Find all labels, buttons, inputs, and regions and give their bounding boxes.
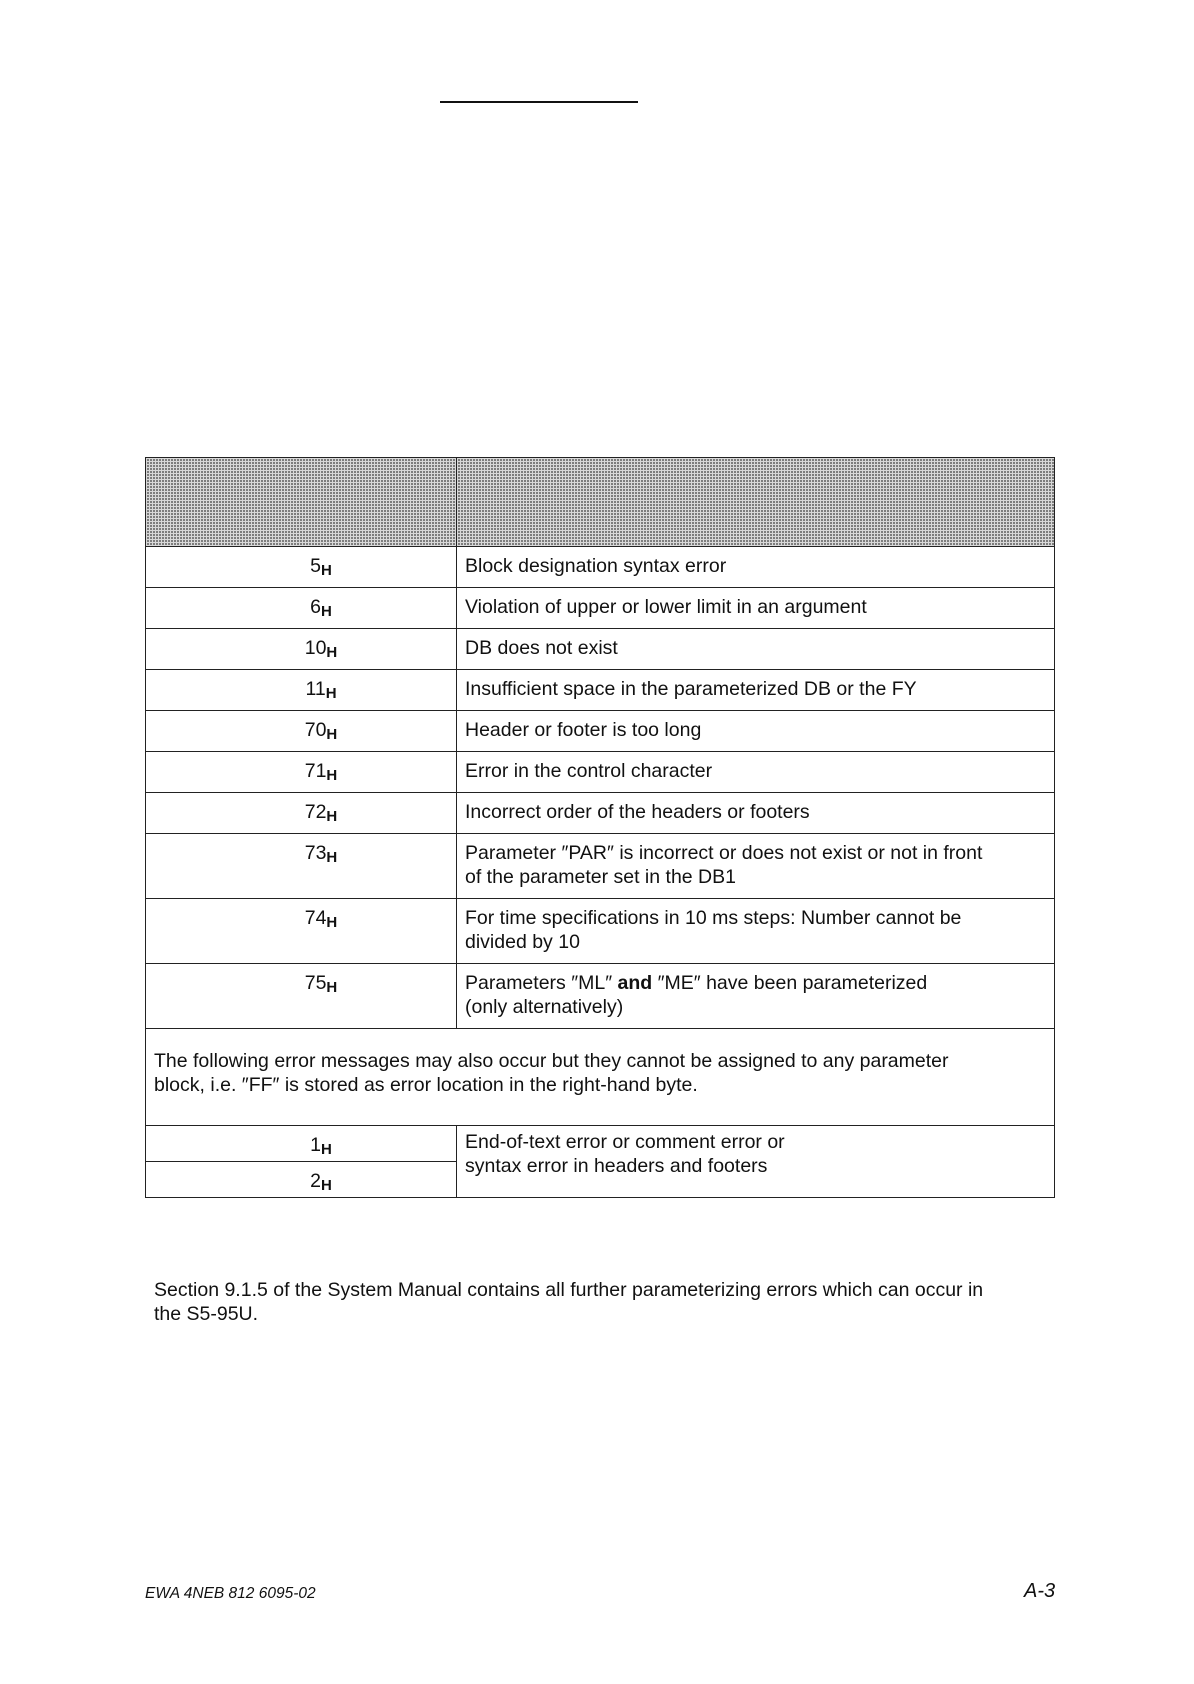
error-code: $72_H$ <box>146 793 457 834</box>
description-line: of the parameter set in the DB1 <box>465 866 736 888</box>
error-code: $10_H$ <box>146 629 457 670</box>
table-note-row <box>146 1029 1055 1126</box>
description-line: syntax error in headers and footers <box>465 1155 768 1177</box>
error-code: $70_H$ <box>146 711 457 752</box>
error-description: Parameters ″ML″ and ″ME″ have been parameterized (only alternatively) <box>457 964 1055 1029</box>
top-rule <box>440 101 638 103</box>
description-line: End-of-text error or comment error or <box>465 1131 785 1153</box>
error-code: $11_H$ <box>146 670 457 711</box>
table-row <box>146 793 1055 834</box>
error-description: Insufficient space in the parameterized DB or the FY <box>457 670 1055 711</box>
description-line: For time specifications in 10 ms steps: Number cannot be <box>465 907 962 929</box>
table-header-row <box>146 458 1055 547</box>
error-description: Header or footer is too long <box>457 711 1055 752</box>
error-code: $2_H$ <box>146 1162 457 1198</box>
error-code: $75_H$ <box>146 964 457 1029</box>
table-row <box>146 711 1055 752</box>
error-description <box>457 1126 1055 1198</box>
error-code: $5_H$ <box>146 547 457 588</box>
error-description: Incorrect order of the headers or footers <box>457 793 1055 834</box>
error-code-table <box>145 457 1055 1198</box>
error-code: $71_H$ <box>146 752 457 793</box>
description-line: Parameter ″PAR″ is incorrect or does not exist or not in front <box>465 842 983 864</box>
table-row <box>146 964 1055 1029</box>
table-note: The following error messages may also occur but they cannot be assigned to any parameter block, i.e. ″FF″ is stored as error location in the right-hand byte. <box>146 1029 1055 1126</box>
table-row <box>146 588 1055 629</box>
error-description <box>457 899 1055 964</box>
description-line: (only alternatively) <box>465 996 624 1018</box>
error-code: $1_H$ <box>146 1126 457 1162</box>
description-line: divided by 10 <box>465 931 580 953</box>
footer-doc-number: EWA 4NEB 812 6095-02 <box>145 1585 316 1602</box>
table-row <box>146 629 1055 670</box>
error-description: Violation of upper or lower limit in an argument <box>457 588 1055 629</box>
table-row <box>146 834 1055 899</box>
table-row <box>146 670 1055 711</box>
error-description: Block designation syntax error <box>457 547 1055 588</box>
error-code: $74_H$ <box>146 899 457 964</box>
table-row <box>146 1126 1055 1162</box>
closing-paragraph: Section 9.1.5 of the System Manual contains all further parameterizing errors which can occur in the S5-95U. <box>154 1279 984 1325</box>
table-row <box>146 899 1055 964</box>
error-code: $73_H$ <box>146 834 457 899</box>
error-description <box>457 834 1055 899</box>
header-cell-code <box>146 458 457 547</box>
table-row <box>146 752 1055 793</box>
table-row <box>146 547 1055 588</box>
footer-page-number: A-3 <box>1024 1580 1056 1602</box>
error-description: DB does not exist <box>457 629 1055 670</box>
error-description: Error in the control character <box>457 752 1055 793</box>
header-cell-description <box>457 458 1055 547</box>
error-code: $6_H$ <box>146 588 457 629</box>
